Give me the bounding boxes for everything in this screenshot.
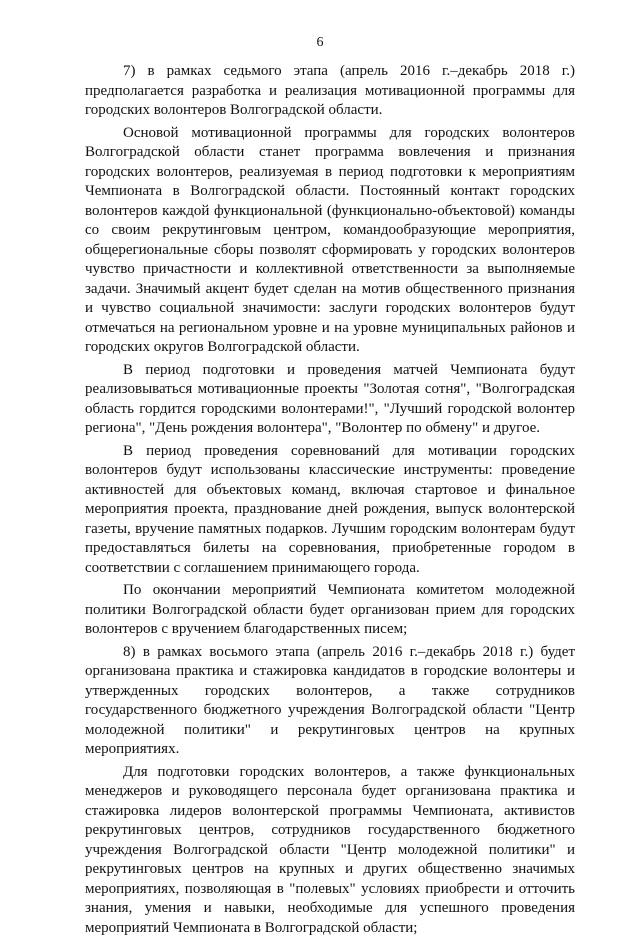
page-number: 6 [316, 35, 324, 50]
paragraph-stage-7: 7) в рамках седьмого этапа (апрель 2016 г.–декабрь 2018 г.) предполагается разработка и реализация мотивационной программы для городских волонтеров Волгоградской области. [85, 63, 575, 118]
paragraph-reception: По окончании мероприятий Чемпионата комитетом молодежной политики Волгоградской области будет организован прием для городских волонтеров с вручением благодарственных писем; [85, 582, 575, 637]
paragraph-motivation-projects: В период подготовки и проведения матчей Чемпионата будут реализовываться мотивационные проекты "Золотая сотня", "Волгоградская область гордится городскими волонтерами!", "Лучший городской волонтер региона", "День рождения волонтера", "Волонтер по обмену" и другое. [85, 361, 575, 436]
body-text [85, 62, 575, 941]
paragraph-motivation-program: Основой мотивационной программы для городских волонтеров Волгоградской области станет программа вовлечения и признания городских волонтеров, реализуемая в период подготовки к мероприятиям Чемпионата в Волгоградской области. Постоянный контакт городских волонтеров каждой функциональной (функционально-объектовой) команды со своим рекрутинговым центром, командообразующие мероприятия, общерегиональные сборы позволят сформировать у городских волонтеров чувство причастности и коллективной ответственности за выполняемые задачи. Значимый акцент будет сделан на мотив общественного признания и чувство социальной значимости: заслуги городских волонтеров будут отмечаться на региональном уровне и на уровне муниципальных районов и городских округов Волгоградской области. [85, 124, 575, 355]
paragraph-motivation-tools: В период проведения соревнований для мотивации городских волонтеров будут использованы классические инструменты: проведение активностей для объектовых команд, включая стартовое и финальное мероприятия проекта, празднование дней рождения, выпуск волонтерской газеты, вручение памятных подарков. Лучшим городским волонтерам будут предоставляться билеты на соревнования, приобретенные городом в соответствии с соглашением принимающего города. [85, 442, 575, 576]
paragraph-internship: Для подготовки городских волонтеров, а также функциональных менеджеров и руководящего персонала будет организована практика и стажировка лидеров волонтерской программы Чемпионата, активистов рекрутинговых центров, сотрудников государственного бюджетного учреждения Волгоградской области "Центр молодежной политики" и рекрутинговых центров на крупных и других общественно значимых мероприятиях, позволяющая в "полевых" условиях приобрести и отточить знания, умения и навыки, необходимые для успешного проведения мероприятий Чемпионата в Волгоградской области; [85, 763, 575, 936]
paragraph-stage-8: 8) в рамках восьмого этапа (апрель 2016 г.–декабрь 2018 г.) будет организована практика и стажировка кандидатов в городские волонтеры и утвержденных городских волонтеров, а также сотрудников государственного бюджетного учреждения Волгоградской области "Центр молодежной политики" и рекрутинговых центров на крупных мероприятиях. [85, 643, 575, 757]
